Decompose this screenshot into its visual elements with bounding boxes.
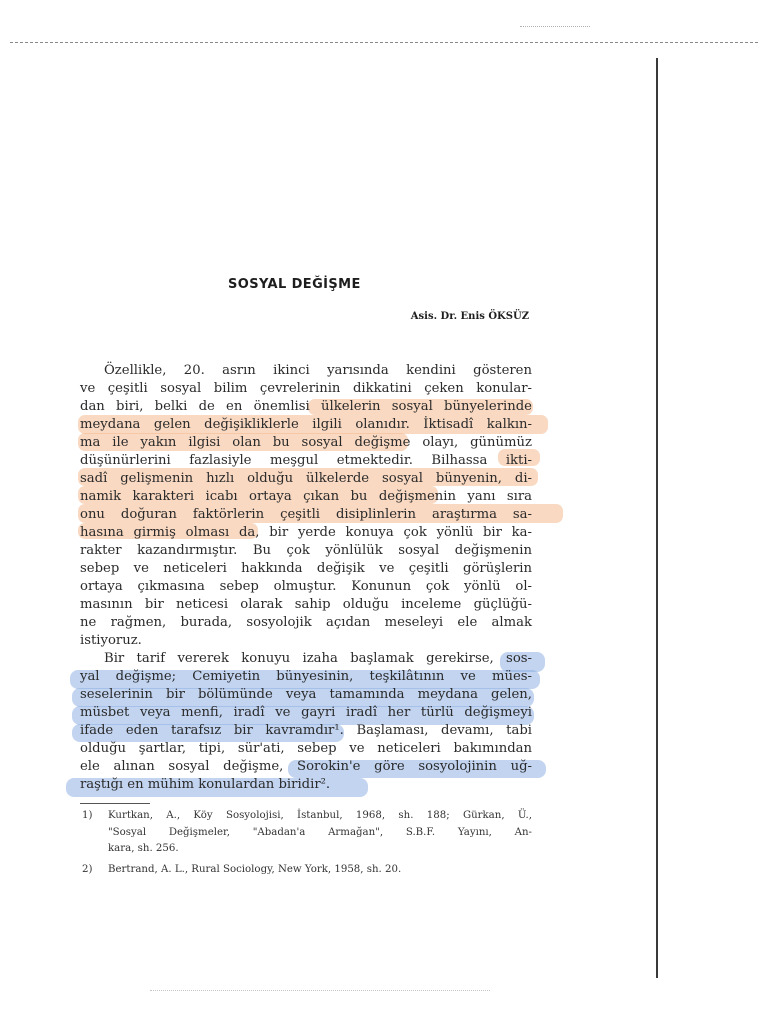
article-title: SOSYAL DEĞİŞME [228, 277, 361, 292]
body-line: namik karakteri icabı ortaya çıkan bu değişmenin yanı sıra [80, 489, 532, 504]
footnote-1 [80, 808, 532, 858]
body-line: meydana gelen değişikliklerle ilgili olanıdır. İktisadî kalkın- [80, 417, 532, 432]
footnote-line: Kurtkan, A., Köy Sosyolojisi, İstanbul, 1968, sh. 188; Gürkan, Ü., [108, 810, 532, 821]
body-line: ne rağmen, burada, sosyolojik açıdan meseleyi ele almak [80, 615, 532, 630]
scan-edge-top [10, 42, 758, 43]
body-line: istiyoruz. [80, 633, 142, 648]
scan-mark-bottom [150, 990, 490, 991]
body-line: masının bir neticesi olarak sahip olduğu inceleme güçlüğü- [80, 597, 532, 612]
body-line: sadî gelişmenin hızlı olduğu ülkelerde sosyal bünyenin, di- [80, 471, 532, 486]
footnote-line: Bertrand, A. L., Rural Sociology, New York, 1958, sh. 20. [108, 863, 402, 875]
body-line: hasına girmiş olması da, bir yerde konuya çok yönlü bir ka- [80, 525, 532, 540]
body-line: ma ile yakın ilgisi olan bu sosyal değişme olayı, günümüz [80, 435, 532, 450]
body-line: onu doğuran faktörlerin çeşitli disiplinlerin araştırma sa- [80, 507, 532, 522]
body-line: ve çeşitli sosyal bilim çevrelerinin dikkatini çeken konular- [80, 381, 532, 396]
author-line: Asis. Dr. Enis ÖKSÜZ [410, 311, 529, 322]
scan-mark-top [520, 26, 590, 27]
body-line: yal değişme; Cemiyetin bünyesinin, teşkilâtının ve mües- [80, 669, 532, 684]
body-line: ifade eden tarafsız bir kavramdır¹. Başlaması, devamı, tabi [80, 723, 532, 738]
footnote-number: 2) [82, 863, 93, 875]
body-line: seselerinin bir bölümünde veya tamamında meydana gelen, [80, 687, 532, 702]
body-line: sebep ve neticeleri hakkında değişik ve çeşitli görüşlerin [80, 561, 532, 576]
footnote-number: 1) [82, 810, 93, 821]
article-body [80, 362, 532, 794]
body-line: Bir tarif vererek konuyu izaha başlamak gerekirse, sos- [104, 651, 532, 666]
footnote-2 [80, 862, 532, 879]
body-line: müsbet veya menfi, iradî ve gayri iradî her türlü değişmeyi [80, 705, 532, 720]
body-line: ortaya çıkmasına sebep olmuştur. Konunun çok yönlü ol- [80, 579, 532, 594]
body-line: dan biri, belki de en önemlisi ülkelerin sosyal bünyelerinde [80, 399, 532, 414]
body-line: düşünürlerini fazlasiyle meşgul etmektedir. Bilhassa ikti- [80, 453, 532, 468]
footnote-line: "Sosyal Değişmeler, "Abadan'a Armağan", S.B.F. Yayını, An- [108, 826, 532, 838]
body-line: raştığı en mühim konulardan biridir². [80, 777, 331, 792]
footnote-rule [80, 803, 150, 804]
body-line: Özellikle, 20. asrın ikinci yarısında kendini gösteren [104, 363, 532, 378]
footnotes [80, 808, 532, 878]
body-line: ele alınan sosyal değişme, Sorokin'e göre sosyolojinin uğ- [80, 759, 532, 774]
body-line: rakter kazandırmıştır. Bu çok yönlülük sosyal değişmenin [80, 543, 532, 558]
footnote-line: kara, sh. 256. [108, 843, 179, 854]
body-line: olduğu şartlar, tipi, sür'ati, sebep ve neticeleri bakımından [80, 741, 532, 756]
page-right-edge [656, 58, 658, 978]
